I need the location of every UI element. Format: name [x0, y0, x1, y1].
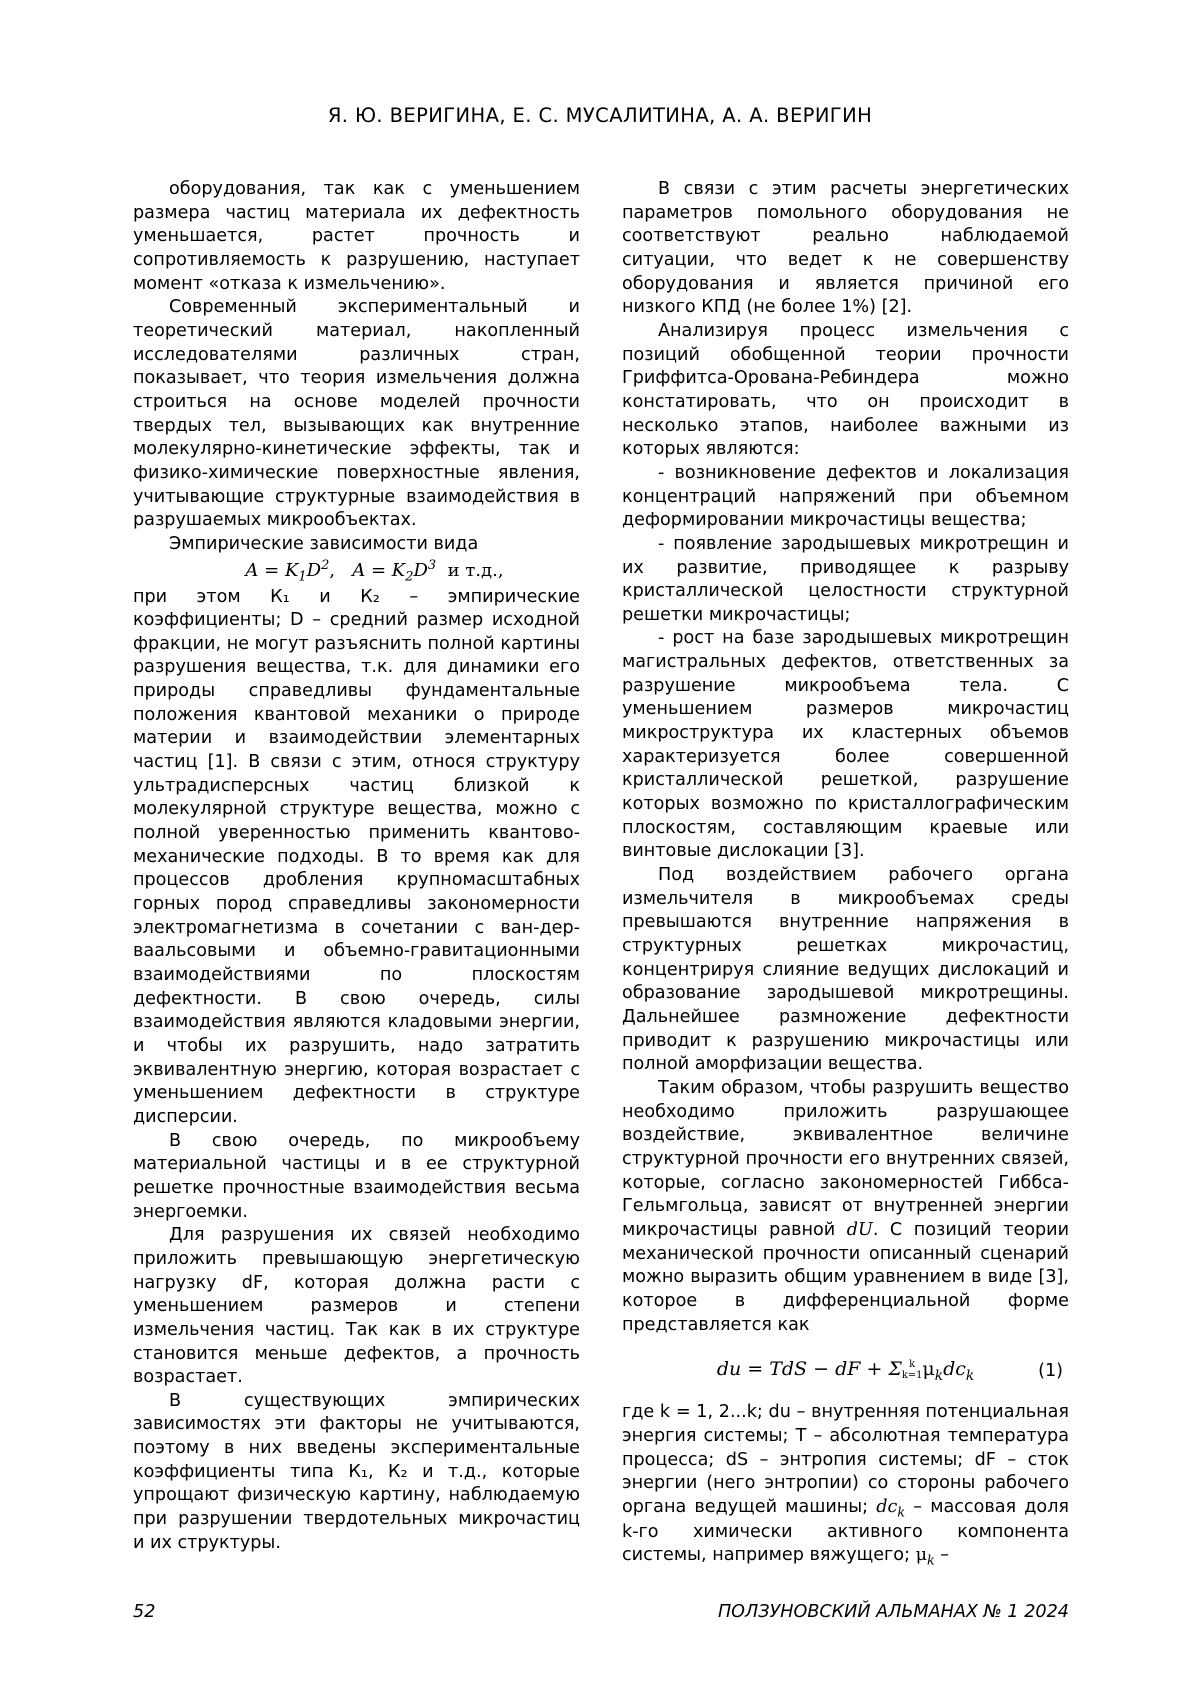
- sum-term-dc-sub: k: [965, 1367, 975, 1384]
- bullet-paragraph: - рост на базе зародышевых микротрещин магистральных дефектов, ответственных за разрушение микрообъема тела. С уменьшением размеров микрочастиц микроструктура их кластерных объемов характеризуется более совершенной кристаллической решеткой, разрушение которых возможно по кристаллографическим плоскостям, составляющим краевые или винтовые дислокации [3].: [622, 628, 1069, 862]
- paragraph: Под воздействием рабочего органа измельчителя в микрообъемах среды превышаются внутренние напряжения в структурных решетках микрочастиц, концентрируя слияние ведущих дислокаций и образование зародышевой микротрещины. Дальнейшее размножение дефектности приводит к разрушению микрочастицы или полной аморфизации вещества.: [622, 865, 1069, 1075]
- paragraph: В связи с этим расчеты энергетических параметров помольного оборудования не соответствуют реально наблюдаемой ситуации, что ведет к не совершенству оборудования и является причиной его низкого КПД (не более 1%) [2].: [622, 179, 1069, 318]
- paragraph-text-after: . С позиций теории механической прочности описанный сценарий можно выразить общим уравнением в виде [3], которое в дифференциальной форме представляется как: [622, 1219, 1069, 1335]
- bullet-paragraph: - возникновение дефектов и локализация концентраций напряжений при объемном деформировании микрочастицы вещества;: [622, 462, 1069, 531]
- symbol-mu: μ: [915, 1545, 928, 1566]
- paragraph-nomenclature: [622, 1401, 1069, 1568]
- paragraph: Эмпирические зависимости вида: [169, 533, 479, 554]
- symbol-dck: dc: [876, 1496, 898, 1517]
- paragraph-with-internal-energy: [622, 1077, 1069, 1337]
- paragraph-text-before: Таким образом, чтобы разрушить вещество необходимо приложить разрушающее воздействие, эквивалентное величине структурной прочности его внутренних связей, которые, согласно закономерностей Гиббса-Гельмгольца, зависят от внутренней энергии микрочастицы равной: [622, 1077, 1069, 1240]
- paragraph: при этом К₁ и К₂ – эмпирические коэффициенты; D – средний размер исходной фракции, не могут разъяснить полной картины разрушения вещества, т.к. для динамики его природы справедливы фундаментальные положения квантовой механики о природе материи и взаимодействии элементарных частиц [1]. В связи с этим, относя структуру ультрадисперсных частиц близкой к молекулярной структуре вещества, можно с полной уверенностью применить квантово-механические подходы. В то время как для процессов дробления крупномасштабных горных пород справедливы закономерности электромагнетизма в сочетании с ван-дер-ваальсовыми и объемно-гравитационными взаимодействиями по плоскостям дефектности. В свою очередь, силы взаимодействия являются кладовыми энергии, и чтобы их разрушить, надо затратить эквивалентную энергию, которая возрастает с уменьшением дефектности в структуре дисперсии.: [133, 586, 580, 1127]
- sum-term-dc: dc: [943, 1358, 966, 1381]
- nomenclature-part-3: –: [940, 1545, 950, 1566]
- symbol-dck-sub: k: [897, 1504, 906, 1520]
- formula-sub-2: 2: [405, 569, 414, 585]
- sum-term-mu: μ: [922, 1358, 935, 1381]
- equation-main: du = TdS − dF + Σ: [716, 1358, 902, 1381]
- nomenclature-part-2: – массовая доля k-го химически активного компонента системы, например вяжущего;: [622, 1496, 1070, 1566]
- equation-number: (1): [1038, 1360, 1063, 1381]
- nomenclature-part-1: где k = 1, 2...k; du – внутренняя потенциальная энергия системы; Т – абсолютная температура процесса; dS – энтропия системы; dF – сток энергии (него энтропии) со стороны рабочего органа ведущей машины;: [622, 1402, 1069, 1517]
- formula-sup-1: 2: [321, 557, 330, 573]
- symbol-dU: dU: [846, 1219, 873, 1240]
- right-column: [622, 178, 1069, 1569]
- sum-limits: [902, 1360, 923, 1381]
- running-head: Я. Ю. ВЕРИГИНА, Е. С. МУСАЛИТИНА, А. А. ВЕРИГИН: [327, 104, 873, 127]
- paragraph: Современный экспериментальный и теоретический материал, накопленный исследователями различных стран, показывает, что теория измельчения должна строиться на основе моделей прочности твердых тел, вызывающих как внутренние молекулярно-кинетические эффекты, так и физико-химические поверхностные явления, учитывающие структурные взаимодействия в разрушаемых микрообъектах.: [133, 297, 580, 531]
- left-column: [133, 178, 580, 1569]
- symbol-mu-sub: k: [927, 1552, 935, 1568]
- formula-sup-2: 3: [427, 557, 437, 573]
- sum-upper-limit: k: [909, 1358, 916, 1370]
- formula-separator: ,: [329, 559, 336, 581]
- paragraph: оборудования, так как с уменьшением размера частиц материала их дефектность уменьшается, растет прочность и сопротивляемость к разрушению, наступает момент «отказа к измельчению».: [133, 179, 580, 294]
- formula-part-1: A = K: [245, 559, 299, 581]
- paragraph: Анализируя процесс измельчения с позиций обобщенной теории прочности Гриффитса-Орована-Ребиндера можно констатировать, что он происходит в несколько этапов, наиболее важными из которых являются:: [622, 320, 1069, 460]
- bullet-paragraph: - появление зародышевых микротрещин и их развитие, приводящее к разрыву кристаллической целостности структурной решетки микрочастицы;: [622, 533, 1069, 625]
- formula-tail: и т.д.,: [447, 559, 504, 581]
- journal-footer: ПОЛЗУНОВСКИЙ АЛЬМАНАХ № 1 2024: [717, 1602, 1069, 1622]
- formula-var-1: D: [306, 559, 322, 581]
- equation-body: [717, 1357, 974, 1385]
- inline-formula-empirical: [133, 557, 580, 586]
- paragraph: В свою очередь, по микрообъему материальной частицы и в ее структурной решетке прочностные взаимодействия весьма энергоемки.: [133, 1130, 580, 1222]
- formula-part-2: A = K: [352, 559, 406, 581]
- two-column-body: [133, 178, 1069, 1569]
- equation-1: [622, 1357, 1069, 1385]
- sum-lower-limit: k=1: [901, 1369, 923, 1381]
- paragraph: В существующих эмпирических зависимостях эти факторы не учитываются, поэтому в них введены экспериментальные коэффициенты типа К₁, К₂ и т.д., которые упрощают физическую картину, наблюдаемую при разрушении твердотельных микрочастиц и их структуры.: [133, 1390, 580, 1553]
- page-number: 52: [133, 1602, 156, 1622]
- paragraph: Для разрушения их связей необходимо приложить превышающую энергетическую нагрузку dF, которая должна расти с уменьшением размеров и степени измельчения частиц. Так как в их структуре становится меньше дефектов, а прочность возрастает.: [133, 1225, 580, 1388]
- formula-var-2: D: [413, 559, 428, 581]
- formula-sub-1: 1: [298, 569, 307, 585]
- sum-term-mu-sub: k: [934, 1367, 944, 1384]
